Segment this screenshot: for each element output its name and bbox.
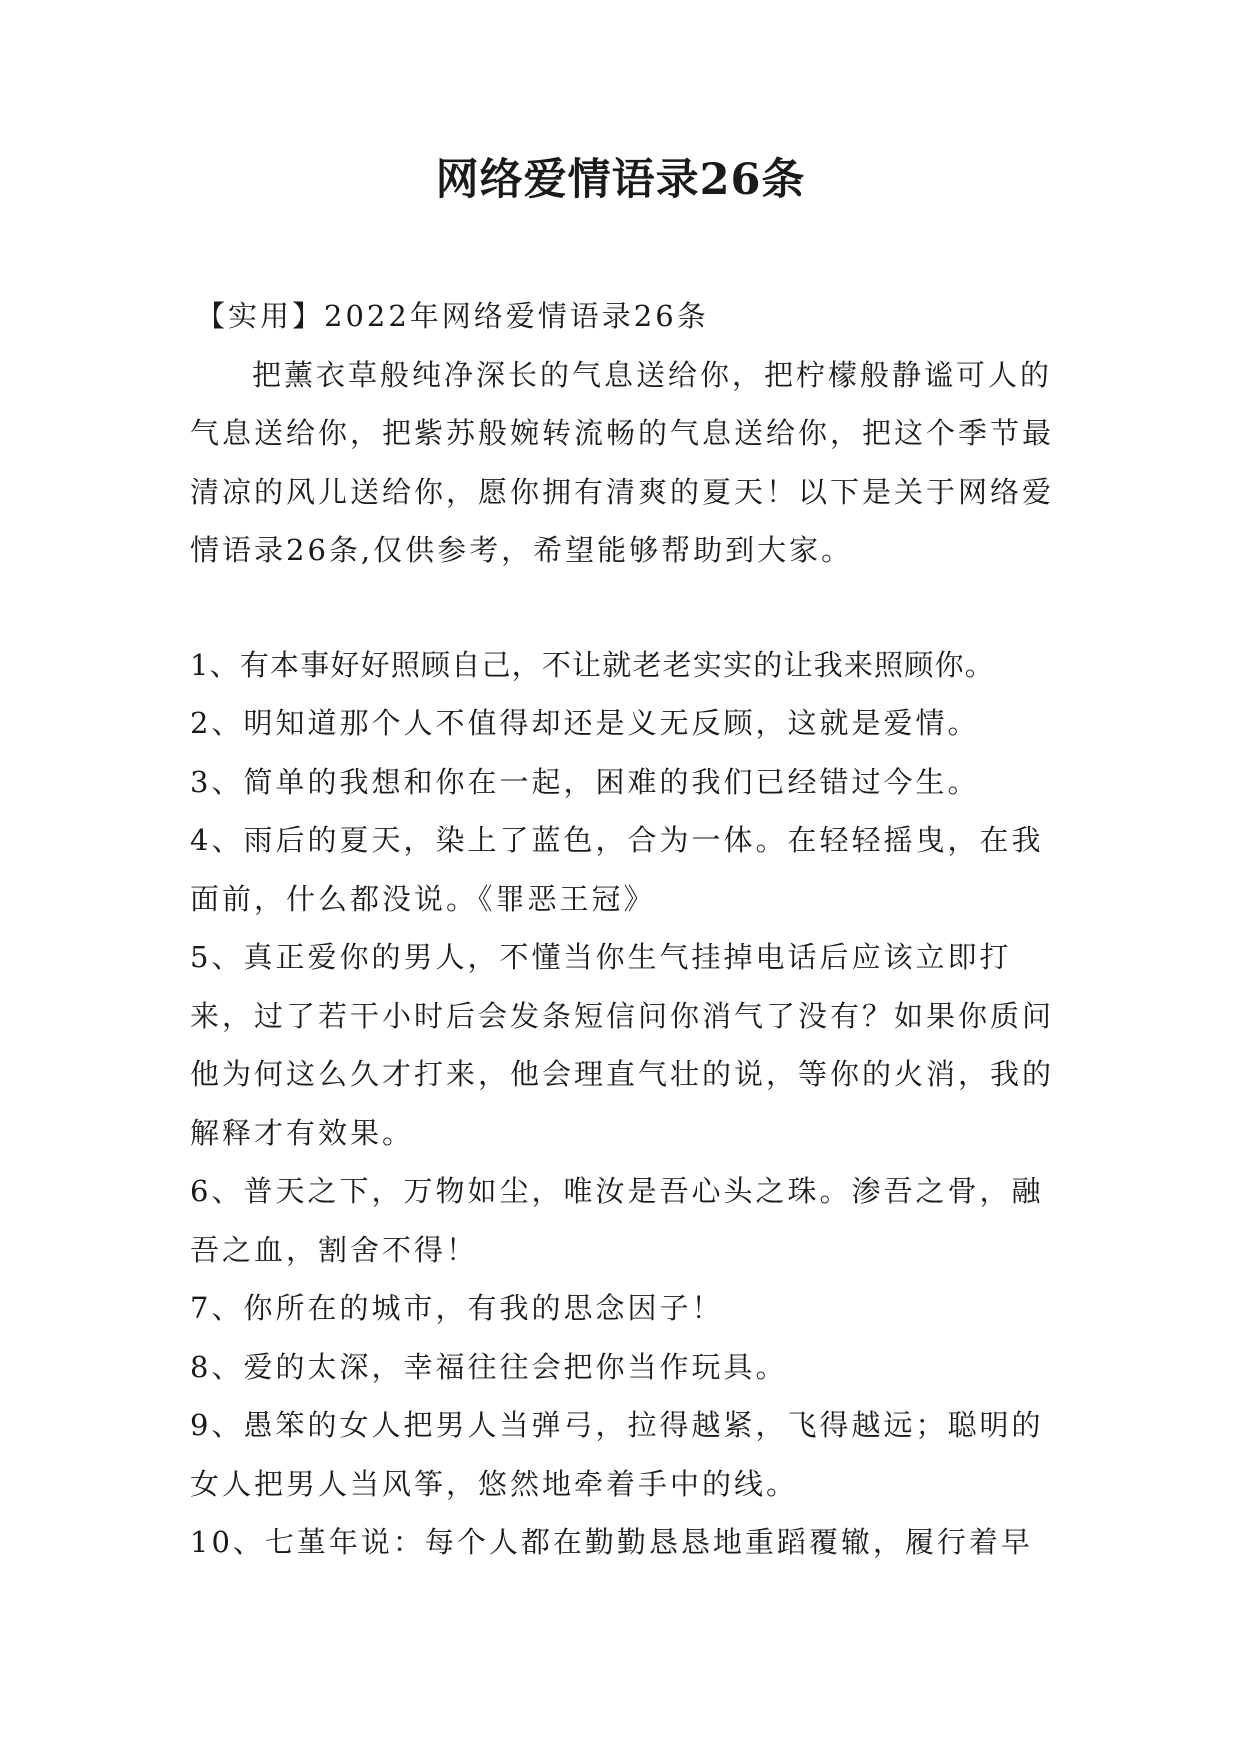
- quote-item: 10、七堇年说：每个人都在勤勤恳恳地重蹈覆辙，履行着早: [190, 1525, 1033, 1559]
- intro-paragraph: 把薰衣草般纯净深长的气息送给你，把柠檬般静谧可人的气息送给你，把紫苏般婉转流畅的气息送给你，把这个季节最清凉的风儿送给你，愿你拥有清爽的夏天！以下是关于网络爱情语录26条,仅供参考，希望能够帮助到大家。: [190, 357, 1055, 567]
- quote-item: 9、愚笨的女人把男人当弹弓，拉得越紧，飞得越远；聪明的女人把男人当风筝，悠然地牵着手中的线。: [190, 1408, 1044, 1501]
- quote-item: 3、简单的我想和你在一起，困难的我们已经错过今生。: [190, 764, 980, 799]
- document-title: 网络爱情语录26条: [435, 155, 806, 205]
- quote-item: 6、普天之下，万物如尘，唯汝是吾心头之珠。渗吾之骨，融吾之血，割舍不得！: [190, 1174, 1044, 1267]
- quote-item: 1、有本事好好照顾自己，不让就老老实实的让我来照顾你。: [190, 647, 995, 682]
- document-body: [190, 287, 1070, 1572]
- quote-item: 5、真正爱你的男人，不懂当你生气挂掉电话后应该立即打来，过了若干小时后会发条短信问你消气了没有？如果你质问他为何这么久才打来，他会理直气壮的说，等你的火消，我的解释才有效果。: [190, 940, 1055, 1150]
- quote-item: 4、雨后的夏天，染上了蓝色，合为一体。在轻轻摇曳，在我面前，什么都没说。《罪恶王冠》: [190, 823, 1044, 916]
- quote-item: 8、爱的太深，幸福往往会把你当作玩具。: [190, 1349, 788, 1384]
- quote-item: 7、你所在的城市，有我的思念因子！: [190, 1291, 724, 1325]
- paragraph-spacer: [190, 580, 1070, 636]
- document-subtitle: 【实用】2022年网络爱情语录26条: [196, 299, 709, 333]
- quote-item: 2、明知道那个人不值得却还是义无反顾，这就是爱情。: [190, 706, 980, 740]
